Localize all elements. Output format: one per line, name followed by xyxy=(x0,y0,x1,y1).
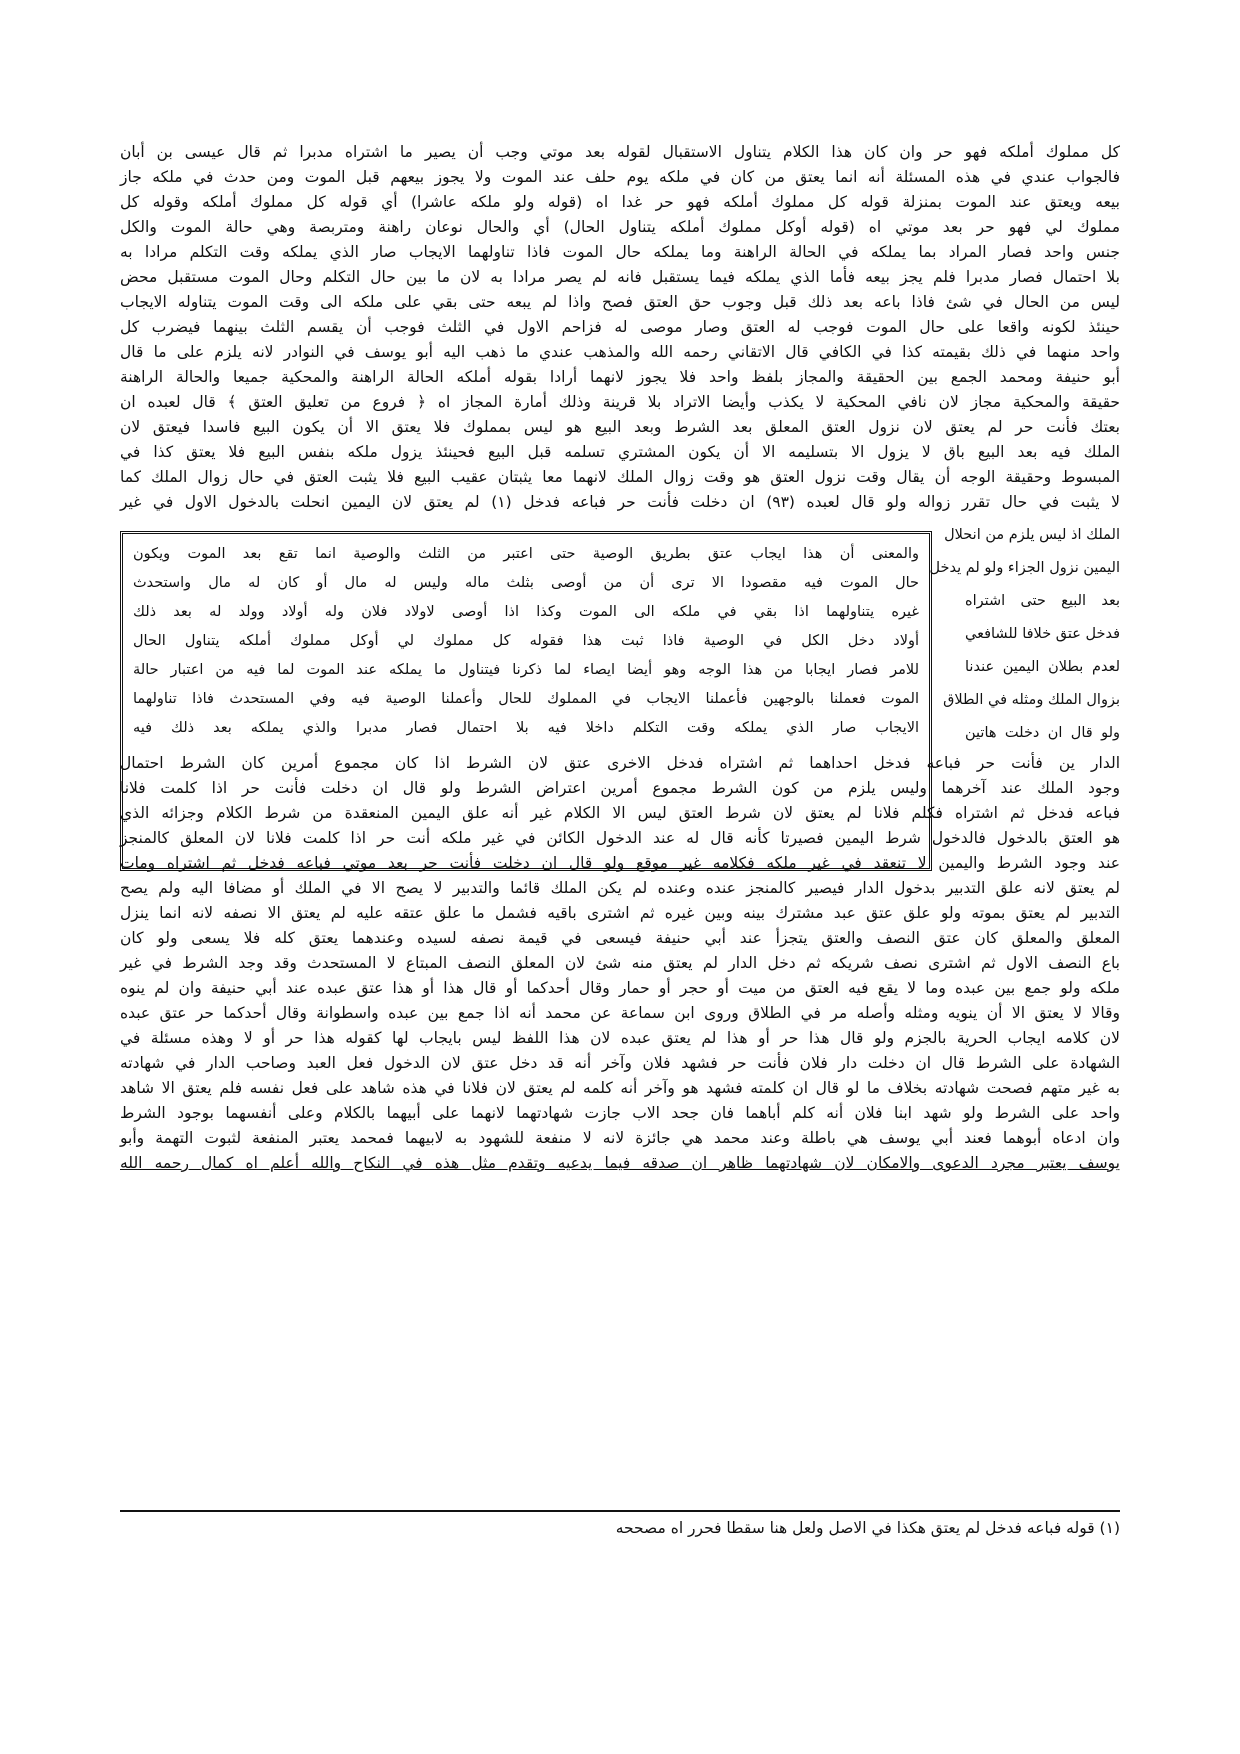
book-page xyxy=(120,140,1120,1700)
text-line: بعتك فأنت حر لم يعتق لان نزول العتق المعلق بعد الشرط وبعد البيع هو ليس بمملوك فلا يعتق الا أن يكون البيع فاسدا فيعتق لان xyxy=(120,418,1120,436)
text-line: جنس واحد فصار المراد بما يملكه في الحالة الراهنة وما يملكه حال الموت فاذا تناولهما الايجاب صار الذي يملكه وقت التكلم مرادا به xyxy=(120,243,1120,261)
text-line: وقالا لا يعتق الا أن ينويه ومثله وأصله مر في الطلاق وروى ابن سماعة عن محمد أنه اذا جمع بين عبده واسطوانة وقال أحدكما حر عتق عبده xyxy=(120,1004,1120,1022)
commentary-line: الايجاب صار الذي يملكه وقت التكلم داخلا فيه بلا احتمال فصار مدبرا والذي يملكه بعد ذلك فيه xyxy=(133,720,919,736)
side-line: فدخل عتق خلافا للشافعي xyxy=(965,626,1120,642)
middle-section xyxy=(120,519,1120,939)
commentary-line: والمعنى أن هذا ايجاب عتق بطريق الوصية حتى اعتبر من الثلث والوصية انما تقع بعد الموت ويكون xyxy=(133,546,919,562)
text-line: ليس من الحال في شئ فاذا باعه بعد ذلك قبل وجوب حق العتق فصح واذا لم يبعه حتى بقي على ملكه الى وقت الموت يتناوله الايجاب xyxy=(120,293,1120,311)
footnote-divider xyxy=(120,1510,1120,1512)
text-line: حينئذ لكونه واقعا على حال الموت فوجب له العتق وصار موصى له فزاحم الاول في الثلث فوجب أن يقسم الثلث بينهما فيضرب كل xyxy=(120,318,1120,336)
commentary-line: الموت فعملنا بالوجهين فأعملنا الايجاب في المملوك للحال وأعملنا الوصية فيه وفي المستحدث فاذا تناولهما xyxy=(133,691,919,707)
text-line: الملك فيه بعد البيع باق لا يزول الا بتسليمه الا أن يكون المشتري تسلمه قبل البيع فحينئذ يزول ملكه بنفس البيع فلا يعتق كذا في xyxy=(120,443,1120,461)
text-line: فباعه فدخل ثم اشتراه فكلم فلانا لم يعتق لان شرط العتق ليس الا الكلام غير أنه علق اليمين المنعقدة من شرط الكلام وجزائه الذي xyxy=(120,804,1120,822)
text-line: وان ادعاه أبوهما فعند أبي يوسف هي باطلة وعند محمد هي جائزة لانه لا منفعة للشهود به لابيهما فمحمد يعتبر المنفعة لثبوت التهمة وأبو xyxy=(120,1129,1120,1147)
side-line: ولو قال ان دخلت هاتين xyxy=(965,725,1120,741)
side-line: بزوال الملك ومثله في الطلاق xyxy=(943,692,1120,708)
text-line: بيعه ويعتق عند الموت بمنزلة قوله كل مملوك أملكه فهو حر غدا اه (قوله ولو ملكه عاشرا) أي قوله كل مملوك أملكه وقوله كل xyxy=(120,193,1120,211)
commentary-line: حال الموت فيه مقصودا الا ترى أن من أوصى بثلث ماله وليس له مال أو كان له مال واستحدث xyxy=(133,575,919,591)
side-line: بعد البيع حتى اشتراه xyxy=(965,593,1120,609)
text-line: بلا احتمال فصار مدبرا فلم يجز بيعه فأما الذي يملكه فيما يستقبل فانه لم يصر مرادا به لان ما بين حال التكلم وحال الموت مستقبل محض xyxy=(120,268,1120,286)
text-line: أبو حنيفة ومحمد الجمع بين الحقيقة والمجاز بلفظ واحد فلا يجوز لانهما أرادا بقوله أملكه الحالة الراهنة والمحكية جميعا والحالة الراهنة xyxy=(120,368,1120,386)
text-line: به غير متهم فصحت شهادته بخلاف ما لو قال ان كلمته فشهد هو وآخر أنه كلمه لم يعتق لان فلانا في هذه شاهد على فعل نفسه فلم يعتق الا شاهد xyxy=(120,1079,1120,1097)
text-line: مملوك لي فهو حر بعد موتي اه (قوله أوكل مملوك أملكه يتناول الحال) أي والحال نوعان راهنة ومتربصة وهي حالة الموت والكل xyxy=(120,218,1120,236)
text-line: فالجواب عندي في هذه المسئلة أنه انما يعتق من كان في ملكه يوم حلف عند الموت ولا يجوز بيعهم قبل الموت ومن حدث في ملكه جاز xyxy=(120,168,1120,186)
footnote xyxy=(120,1516,1120,1541)
main-text-block xyxy=(120,140,1120,515)
text-line: التدبير لم يعتق بموته ولو علق عتق عبد مشترك بينه وبين غيره ثم اشترى باقيه فشمل ما علق عتقه عليه لم يعتق الا نصفه لانه انما ينزل xyxy=(120,904,1120,922)
text-line: واحد على الشرط ولو شهد ابنا فلان أنه كلم أباهما فان جحد الاب جازت شهادتهما لانهما على أبيهما بالكلام وعلى أنفسهما بوجود الشرط xyxy=(120,1104,1120,1122)
text-line: لم يعتق لانه علق التدبير بدخول الدار فيصير كالمنجز عنده وعنده لم يكن الملك قائما والتدبير لا يصح الا في الملك أو مضافا اليه ولم يصح xyxy=(120,879,1120,897)
text-line: الشهادة على الشرط قال ان دخلت دار فلان فأنت حر فشهد فلان وآخر أنه قد دخل عتق لان الدخول فعل العبد وصاحب الدار في شهادته xyxy=(120,1054,1120,1072)
footnote-text: (١) قوله فباعه فدخل لم يعتق هكذا في الاصل ولعل هنا سقطا فحرر اه مصححه xyxy=(615,1519,1120,1537)
side-line: الملك اذ ليس يلزم من انحلال xyxy=(944,527,1120,543)
side-line: لعدم بطلان اليمين عندنا xyxy=(965,659,1120,675)
text-line: واحد منهما في ذلك بقيمته كذا في الكافي قال الاتقاني رحمه الله والمذهب عندي ما ذهب اليه أبو يوسف في النوادر لانه يلزم على ما قال xyxy=(120,343,1120,361)
text-line: هو العتق بالدخول فالدخول شرط اليمين فصيرتا كأنه قال له عند الدخول الكائن في غير ملكه أنت حر اذا كلمت فلانا لان المعلق كالمنجز xyxy=(120,829,1120,847)
side-line: اليمين نزول الجزاء ولو لم يدخل xyxy=(929,560,1120,576)
text-line: الدار ين فأنت حر فباعه فدخل احداهما ثم اشتراه فدخل الاخرى عتق لان الشرط اذا كان مجموع أمرين كان الشرط احتمال xyxy=(120,754,1120,772)
commentary-line: للامر فصار ايجابا من هذا الوجه وهو أيضا ايصاء لما ذكرنا فيتناول ما يملكه عند الموت لما فيه من اعتبار حالة xyxy=(133,662,919,678)
text-line: وجود الملك عند آخرهما وليس يلزم من كون الشرط مجموع أمرين اعتراض الشرط ولو قال ان دخلت فأنت حر اذا كلمت فلانا xyxy=(120,779,1120,797)
text-line: باع النصف الاول ثم اشترى نصف شريكه ثم دخل الدار لم يعتق منه شئ لان المعلق النصف المبتاع لا المستحدث وقد وجد الشرط في غير xyxy=(120,954,1120,972)
text-line: لان كلامه ايجاب الحرية بالجزم ولو قال هذا حر أو هذا لم يعتق عبده لان هذا اللفظ ليس بايجاب لها كقوله هذا حر أو لا وهذه مسئلة في xyxy=(120,1029,1120,1047)
text-line: ملكه ولو جمع بين عبده وما لا يقع فيه العتق من ميت أو حجر أو حمار وقال أحدكما أو قال هذا أو هذا عتق عبده عند أبي حنيفة وان لم ينوه xyxy=(120,979,1120,997)
text-line: المعلق والمعلق كان عتق النصف والعتق يتجزأ عند أبي حنيفة فيسعى في قيمة نصفه لسيده وعندهما يعتق كله فلا يسعى ولو كان xyxy=(120,929,1120,947)
text-line: كل مملوك أملكه فهو حر وان كان هذا الكلام يتناول الاستقبال لقوله بعد موتي وجب أن يصير ما اشتراه مدبرا ثم قال عيسى بن أبان xyxy=(120,143,1120,161)
commentary-line: أولاد دخل الكل في الوصية فاذا ثبت هذا فقوله كل مملوك لي أوكل مملوك أملكه يتناول الحال xyxy=(133,633,919,649)
commentary-line: غيره يتناولهما اذا بقي في ملكه الى الموت وكذا اذا أوصى لاولاد فلان وله أولاد وولد له بعد ذلك xyxy=(133,604,919,620)
commentary-box xyxy=(120,531,932,871)
text-line: لا يثبت في حال تقرر زواله ولو قال لعبده (٩٣) ان دخلت فأنت حر فباعه فدخل (١) لم يعتق لان اليمين انحلت بالدخول الاول في غير xyxy=(120,493,1120,511)
text-line: حقيقة والمحكية مجاز لان نافي المحكية لا يكذب وأيضا الاتراد بلا قرينة وذلك أمارة المجاز اه ﴿ فروع من تعليق العتق ﴾ قال لعبده ان xyxy=(120,393,1120,411)
text-line: يوسف يعتبر مجرد الدعوى والامكان لان شهادتهما ظاهر ان صدقه فيما يدعيه وتقدم مثل هذه في النكاح والله أعلم اه كمال رحمه الله xyxy=(120,1154,1120,1172)
side-text-column xyxy=(929,519,1120,750)
text-line: المبسوط وحقيقة الوجه أن يقال وقت نزول العتق هو وقت زوال الملك لانهما معا يثبتان عقيب البيع فلا يثبت العتق في حال زوال الملك كما xyxy=(120,468,1120,486)
text-line: عند وجود الشرط واليمين لا تنعقد في غير ملكه فكلامه غير موقع ولو قال ان دخلت فأنت حر بعد موتي فباعه فدخل ثم اشتراه ومات xyxy=(120,854,1120,872)
